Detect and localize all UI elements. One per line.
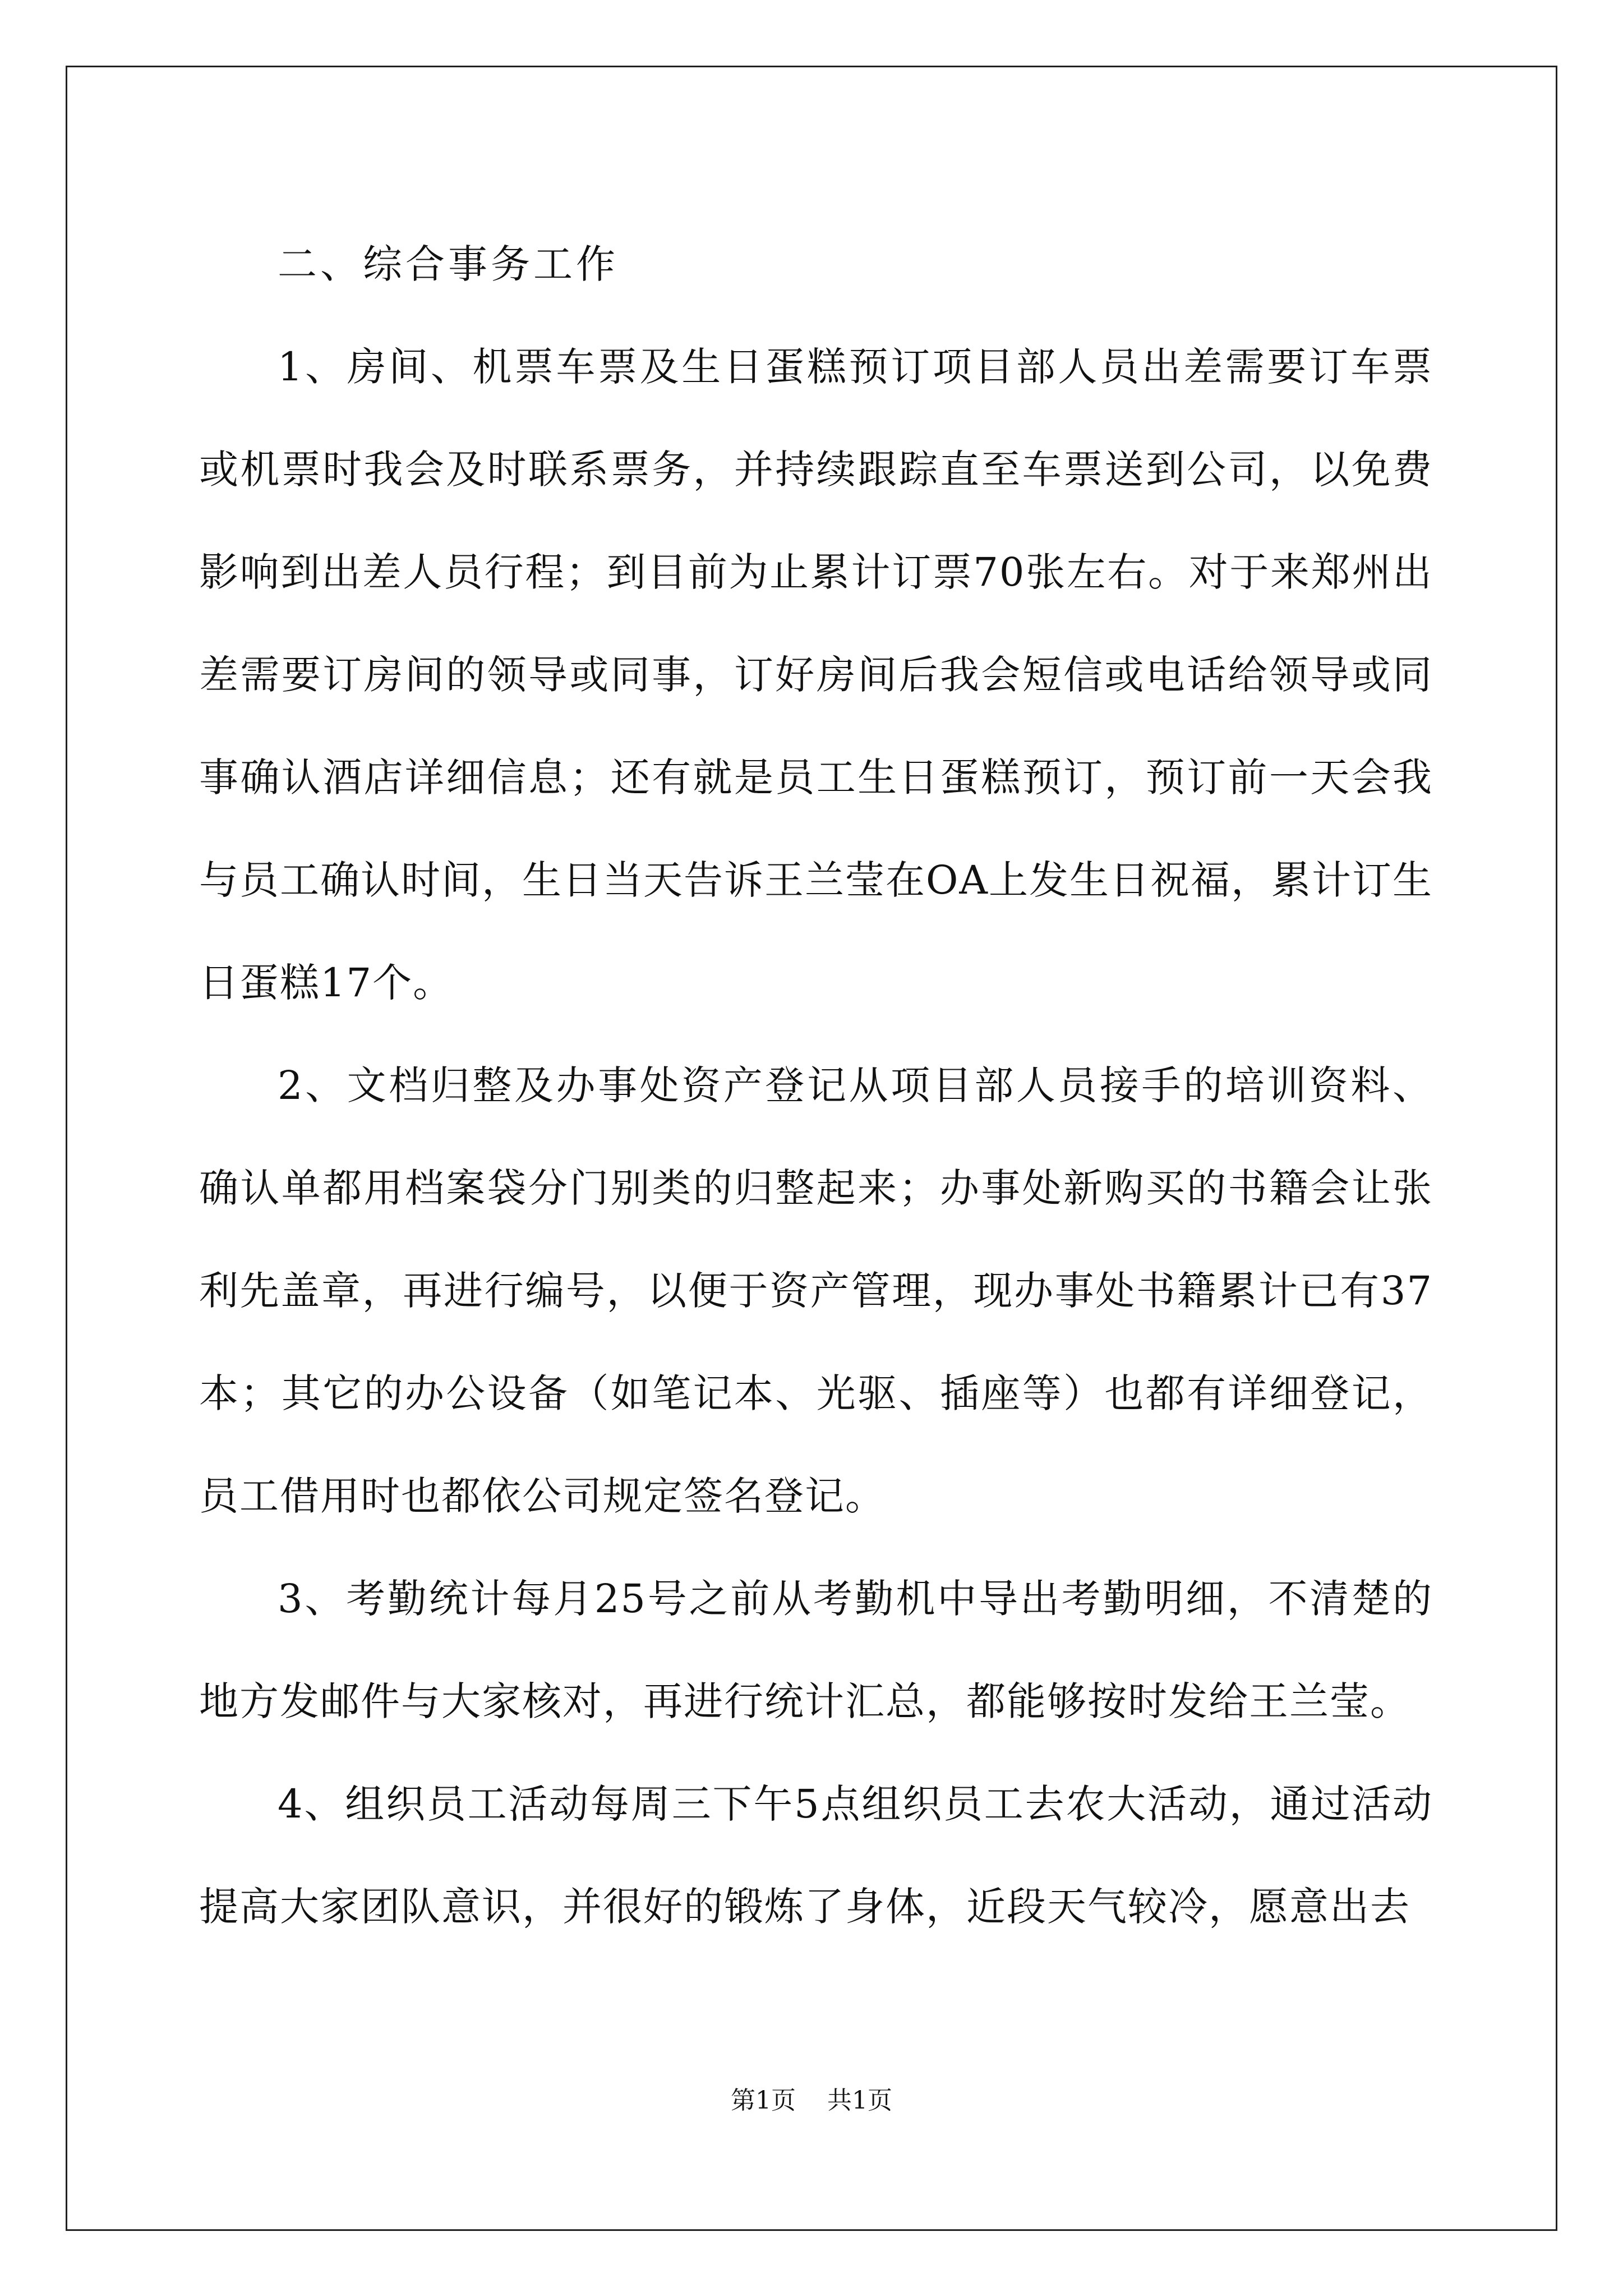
page-number: 第1页 xyxy=(731,2086,796,2115)
paragraph-attendance: 3、考勤统计每月25号之前从考勤机中导出考勤明细，不清楚的地方发邮件与大家核对，再进行统计汇总，都能够按时发给王兰莹。 xyxy=(199,1576,1433,1724)
paragraph-booking: 1、房间、机票车票及生日蛋糕预订项目部人员出差需要订车票或机票时我会及时联系票务，并持续跟踪直至车票送到公司，以免费影响到出差人员行程；到目前为止累计订票70张左右。对于来郑州出差需要订房间的领导或同事，订好房间后我会短信或电话给领导或同事确认酒店详细信息；还有就是员工生日蛋糕预订，预订前一天会我与员工确认时间，生日当天告诉王兰莹在OA上发生日祝福，累计订生日蛋糕17个。 xyxy=(199,344,1433,1006)
paragraph-activities: 4、组织员工活动每周三下午5点组织员工去农大活动，通过活动提高大家团队意识，并很好的锻炼了身体，近段天气较冷，愿意出去 xyxy=(199,1781,1433,1930)
page-footer xyxy=(0,2084,1623,2118)
paragraph-documents-assets: 2、文档归整及办事处资产登记从项目部人员接手的培训资料、确认单都用档案袋分门别类的归整起来；办事处新购买的书籍会让张利先盖章，再进行编号，以便于资产管理，现办事处书籍累计已有37本；其它的办公设备（如笔记本、光驱、插座等）也都有详细登记，员工借用时也都依公司规定签名登记。 xyxy=(199,1062,1433,1519)
page-total: 共1页 xyxy=(827,2086,892,2115)
section-heading: 二、综合事务工作 xyxy=(278,241,619,287)
document-body xyxy=(199,213,1433,1958)
